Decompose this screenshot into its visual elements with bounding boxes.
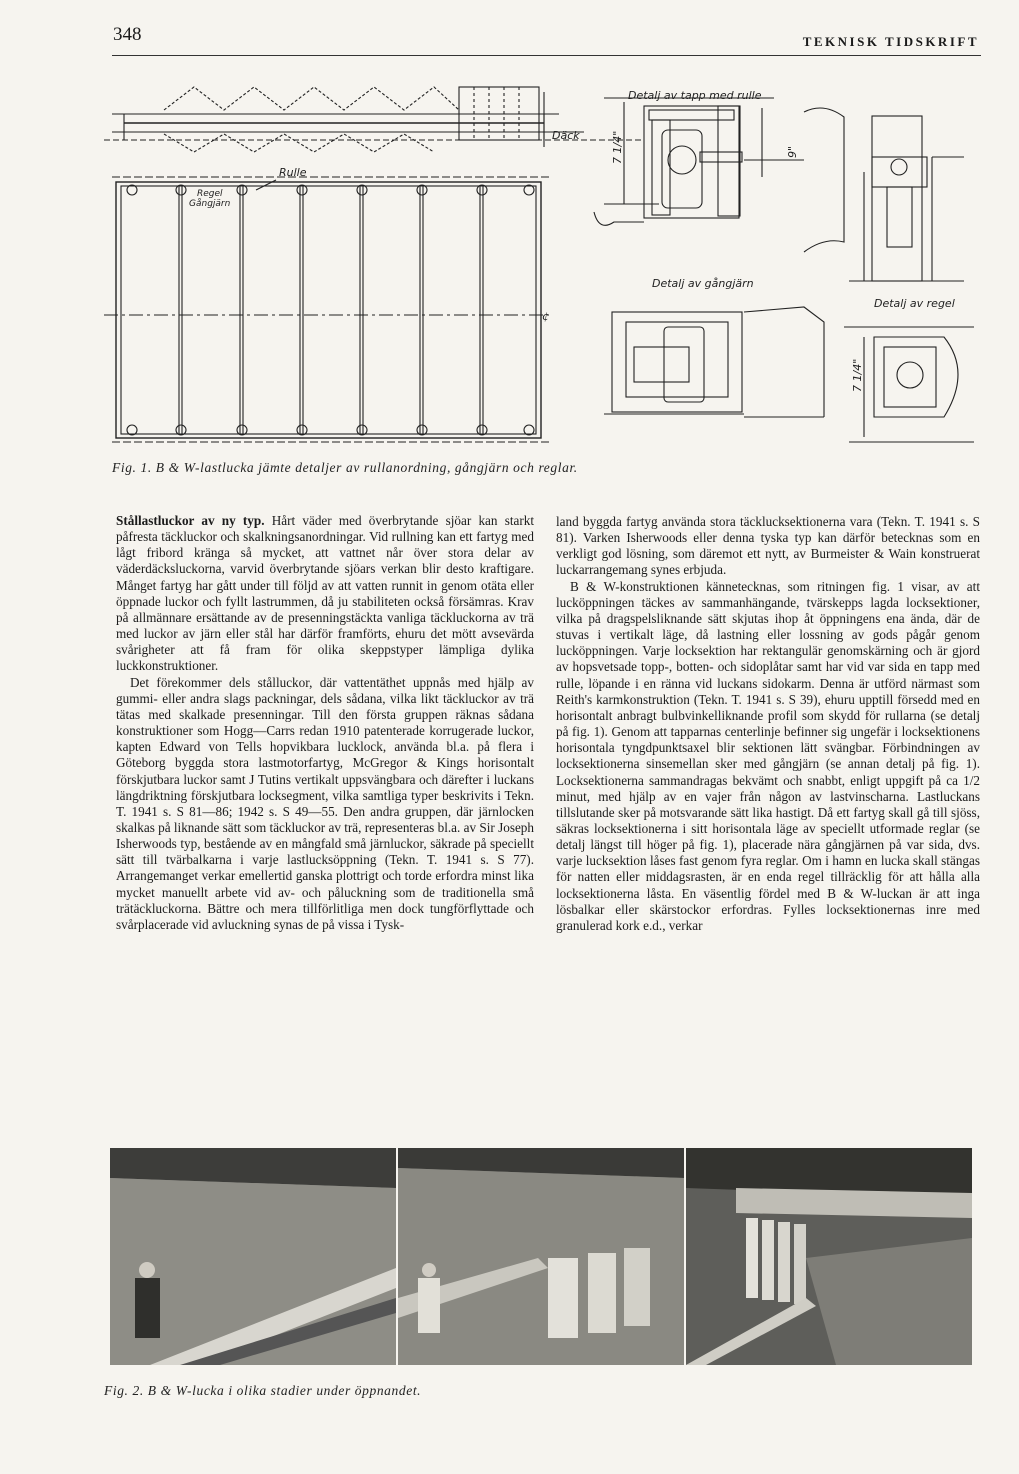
article-left-column [116, 513, 534, 933]
figure-1-caption: Fig. 1. B & W-lastlucka jämte detaljer av rullanordning, gångjärn och reglar. [112, 460, 578, 475]
figure-2-caption: Fig. 2. B & W-lucka i olika stadier under öppnandet. [104, 1383, 422, 1398]
label-regel: Regel [197, 189, 223, 199]
photo-stage-2 [398, 1148, 684, 1365]
label-gangjarn: Gångjärn [189, 199, 231, 209]
figure-1-drawing [104, 72, 984, 462]
plan-view [104, 177, 549, 442]
label-dack: Däck [552, 129, 580, 142]
paragraph: B & W-konstruktionen kännetecknas, som ritningen fig. 1 visar, av att lucköppningen täckes av sammanhängande, tvärskepps lagda locksektioner, vilka på dragspelsliknande sätt skjutas ihop åt öppningens ena ända, där de stuvas i vertikalt läge, då lastning eller lossning av gods pågår genom lucköppningen. Varje locksektion har rektangulär genomskärning och är gjord av hopsvetsade topp-, botten- och sidoplåtar samt har vid var sida en tapp med rulle, löpande i en ränna vid luckans sidokarm. Denna är utförd närmast som Reith's karmkonstruktion (Tekn. T. 1941 s. S 39), ehuru upptill försedd med en horisontalt anbragt bulbvinkelliknande profil som skydd för rullarna (se detalj på fig. 1). Genom att tapparnas centerlinje befinner sig ungefär i locksektionens horisontala tyngdpunktsaxel blir sektionen lätt svängbar. Förbindningen av locksektionerna sinsemellan sker med gångjärn (se annan detalj på fig. 1). Locksektionerna sammandragas bekvämt och snabbt, enligt uppgift på ca 1/2 minut, med hjälp av en vajer från någon av lastvinscharna. Lastluckans tillslutande sker på motsvarande sätt lika hastigt. Då ett fartyg skall gå till sjöss, säkras locksektionerna i sitt horisontala läge av speciellt utformade reglar (se detalj längst till höger på fig. 1), placerade nära gångjärnen på var sida, dvs. varje lucksektion låses fast genom fyra reglar. Om i hamn en lucka skall stängas för natten eller middagsrasten, är en enda regel tillräcklig för att hålla alla locksektionerna låsta. En väsentlig fördel med B & W-luckan är att inga lösbalkar eller skärstockor erfordras. Fylles locksektionernas inre med granulerad kork e.d., verkar [556, 578, 980, 933]
detail-tapp-rulle [594, 98, 844, 252]
label-dim-7-1-4-b: 7 1/4" [851, 358, 864, 392]
photo-stage-1 [110, 1148, 396, 1365]
label-dim-7-1-4-a: 7 1/4" [611, 130, 624, 164]
label-detalj-regel: Detalj av regel [874, 297, 955, 310]
photo-stage-3 [686, 1148, 972, 1365]
label-detalj-gangjarn: Detalj av gångjärn [652, 277, 754, 290]
label-rulle: Rulle [279, 166, 307, 179]
label-centerline: ¢ [542, 310, 549, 323]
journal-title: TEKNISK TIDSKRIFT [802, 34, 979, 49]
label-detalj-tapp: Detalj av tapp med rulle [628, 89, 762, 102]
article-heading: Stållastluckor av ny typ. [116, 513, 265, 528]
paragraph: land byggda fartyg använda stora täcklucksektionerna vara (Tekn. T. 1941 s. S 81). Varken Isherwoods eller denna tyska typ kan därför betecknas som en verkligt god lösning, som däremot ett nytt, av Burmeister & Wain konstruerat luckarrangemang synes erbjuda. [556, 514, 980, 578]
detail-regel-top [849, 116, 964, 281]
label-dim-9: 9" [786, 145, 799, 158]
figure-2-photos [110, 1148, 972, 1365]
detail-gangjarn [604, 307, 824, 417]
paragraph: Det förekommer dels stålluckor, där vattentäthet uppnås med hjälp av gummi- eller andra slags packningar, dels sådana, vilka likt täckluckor av trä tätas med skalkade presenningar. Till den första gruppen räknas sådana konstruktioner som Hogg—Carrs redan 1910 patenterade korrugerade luckor, kapten Edward von Tells hopvikbara lucklock, använda bl.a. på flera i Göteborg byggda stora lastmotorfartyg, McGregor & Kings horisontalt förskjutbara luckor samt J Tutins vertikalt uppsvängbara och därefter i luckans längdriktning förskjutbara locksegment, vilka samtliga typer beskrivits i Tekn. T. 1941 s. S 81—86; 1942 s. S 49—55. Den andra gruppen, där järnlocken skalkas på liknande sätt som täckluckor av trä, representeras bl.a. av Sir Joseph Isherwoods typ, bestående av en mångfald små järnluckor, säkrade på speciellt sätt till tvärbalkarna i varje lastlucksöppning (Tekn. T. 1941 s. S 77). Arrangemanget verkar emellertid ganska plottrigt och torde erfordra minst lika mycket manuellt arbete vid av- och påluckning som de traditionella små trätäckluckorna. Bättre och mera tillförlitliga men dock tungförflyttade och svårplacerade vid avluckning synas de på vissa i Tysk- [116, 674, 534, 932]
elevation-view [104, 87, 644, 152]
page-number: 348 [113, 24, 142, 45]
paragraph-text: Hårt väder med överbrytande sjöar kan starkt påfresta täckluckor och skalkningsanordningar. Vid rullning kan ett fartyg med lågt fribord kränga så mycket, att vattnet når över stora delar av väderdäcksluckorna, varvid överbrytande sjöars verkan blir desto kraftigare. Månget fartyg har gått under till följd av att vatten runnit in genom otäta eller öppnade luckor och fyllt lastrummen, då ju stabiliteten också försämras. Krav på allmännare ersättande av de presenningstäckta vanliga täckluckorna av trä med luckor av järn eller stål har därför framförts, ehuru det mött avsevärda svårigheter att få fram för olika skeppstyper lämpliga dylika luckkonstruktioner. [116, 513, 534, 674]
article-right-column [556, 514, 980, 934]
header-rule [112, 55, 981, 56]
paragraph [116, 513, 534, 675]
